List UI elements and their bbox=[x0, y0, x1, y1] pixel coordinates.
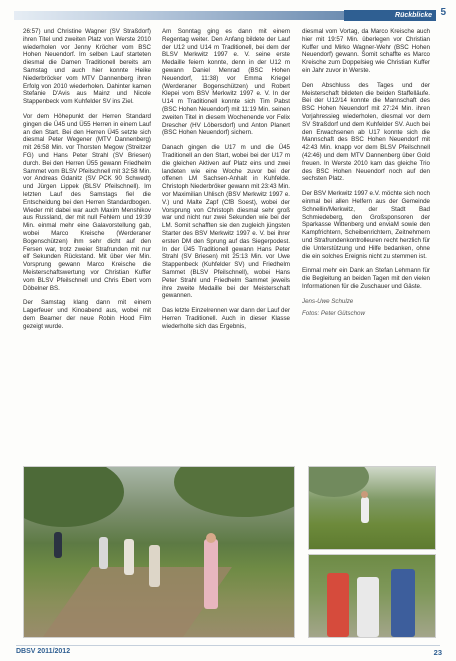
paragraph: Danach gingen die U17 m und die Ü45 Traditionell an den Start, wobei bei der U17 m die gleichen Aktiven auf Platz eins und zwei landeten wie eine Woche zuvor bei der offenen LM Sachsen-Anhalt in Kuhfelde. Christoph Niederbröker gewann mit 23:43 Min. vor Maximilian Uhlisch (BSV Merkwitz 1997 e. V.) und Malte Zapf (CfB Soest), wobei der Vorsprung von Christoph diesmal sehr groß war und nicht nur zwei Sekunden wie bei der LM. Somit schafften sie den zugleich jüngsten Starter des BSV Merkwitz 1997 e. V. bei ihrer ersten DM den Sprung auf das Siegerpodest. In der Ü45 Traditionell gewann Hans Peter Strahl (SV Briesen) mit 25:13 Min. vor Uwe Stappenbeck (Kuhfelder SV) und Friedhelm Sammet (BLSV Pfeilschnell), wobei Hans Peter Strahl und Friedhelm Sammet jeweils ihre zweite Medaille bei der Meisterschaft gewannen. bbox=[162, 144, 290, 300]
paragraph: Den Abschluss des Tages und der Meisterschaft bildeten die beiden Staffelläufe. Bei der U12/14 konnte die Mannschaft des BSC Hohen Neuendorf mit 27:24 Min. ihren Vorjahressieg wiederholen, diesmal vor dem SV Straßdorf und dem Kuhfelder SV. Auch bei den Erwachsenen ab U17 konnte sich die Mannschaft des BSC Hohen Neuendorf mit 42:43 Min. knapp vor dem BLSV Pfeilschnell (42:46) und dem MTV Dannenberg über Gold freuen. In Werste 2010 kam das gleiche Trio des BSC Hohen Neuendorf noch auf den sechsten Platz. bbox=[302, 81, 430, 183]
paragraph: Vor dem Höhepunkt der Herren Standard gingen die Ü45 und Ü55 Herren in einem Lauf an den Start. Bei den Herren Ü45 setzte sich diesmal Peter Wegener (MTV Dannenberg) mit 26:58 Min. vor Thorsten Megow (Streitzer FG) und Hans Peter Strahl (SV Briesen) durch. Bei den Herren Ü55 gewann Friedhelm Sammet vom BLSV Pfeilschnell mit 32:58 Min. vor Andreas Gdanitz (SV PCK 90 Schwedt) und Jürgen Lippek (BLSV Pfeilschnell). Im letzten Lauf des Samstags fiel die Entscheidung bei den Herren Standardbogen. Wieder mit dabei war auch Maxim Menshikov aus Russland, der mit null Fehlern und 19:39 Min. einmal mehr eine Galavorstellung gab, wobei Marco Kreische (Werderaner Bogenschützen) ihm sehr dicht auf den Fersen war, trotz zweier Strafrunden mit nur elf Sekunden Rückstand. Mit über vier Min. Vorsprung gewann Marco Kreische die Meisterschaftswertung vor Christian Kuffer vom BLSV Pfeilschnell und Chris Ebert vom Döbelner BS. bbox=[23, 112, 151, 292]
person-figure bbox=[361, 497, 369, 523]
author-name: Jens-Uwe Schulze bbox=[302, 297, 354, 305]
person-figure bbox=[99, 537, 108, 569]
paragraph: diesmal vom Vortag, da Marco Kreische auch hier mit 19:57 Min. überlegen vor Christian Kuffer und Mirko Wagner-Wehr (BSC Hohen Neuendorf) gewann. Somit schaffte es Marco Kreische zum Doppelsieg wie Christian Kuffer ein Jahr zuvor in Werste. bbox=[302, 28, 430, 74]
paragraph: 26:57) und Christine Wagner (SV Straßdorf) ihren Titel und zweiten Platz von Werste 2010 wiederholen vor Jenny Kröcher vom BSC Hohen Neuendorf. Im selben Lauf starteten diesmal die Damen Traditionell bereits am Samstag und auch hier konnte Heike Niederbröcker vom MTV Dannenberg ihren Erfolg von 2010 wiederholen. Dahinter kamen Stefanie D'Avis aus Mainz und Nicole Stappenbeck vom Kuhfelder SV ins Ziel. bbox=[23, 28, 151, 106]
header-band bbox=[14, 11, 394, 20]
tree-shape bbox=[308, 466, 369, 497]
paragraph: Der BSV Merkwitz 1997 e.V. möchte sich noch einmal bei allen Helfern aus der Gemeinde Schnellin/Merkwitz, der Stadt Bad Schmiedeberg, den Großsponsoren der Sparkasse Wittenberg und enviaM sowie den Kampfrichtern, Scheibenrichtern, Zeitnehmern und Strafrundenkontrolleuren recht herzlich für die Unterstützung und Hilfe bedanken, ohne die ein solches Ereignis nicht zu stemmen ist. bbox=[302, 190, 430, 260]
footer-page-number: 23 bbox=[433, 648, 442, 657]
dirt-path bbox=[36, 567, 232, 638]
photo-credit: Fotos: Peter Gütschow bbox=[302, 309, 365, 317]
text-column-2 bbox=[162, 28, 290, 337]
paragraph: Am Sonntag ging es dann mit einem Regentag weiter. Den Anfang bildete der Lauf der U12 und U14 m Traditionell, bei dem der BLSV Merkwitz 1997 e. V. seine erste Medaille feiern konnte, denn in der U12 m gewann Daniel Menrad (BSC Hohen Neuendorf, 11:38) vor Emma Kriegel (Werderaner Bogenschützen) und Robert Klepei vom BSV Merkwitz 1997 e. V. In der U14 m Traditionell konnte sich Tim Pabst (BSC Hohen Neuendorf) mit 11:19 Min. seinen zweiten Titel in diesem Wochenende vor Felix Drescher (HV Löbersdorf) und Anton Planert (BSC Hohen Neuendorf) sichern. bbox=[162, 28, 290, 137]
tree-shape bbox=[174, 466, 295, 517]
paragraph: Das letzte Einzelrennen war dann der Lauf der Herren Traditionell. Auch in dieser Klasse wiederholte sich das Ergebnis, bbox=[162, 307, 290, 330]
footer-divider bbox=[16, 645, 440, 646]
person-head bbox=[361, 491, 368, 498]
person-figure bbox=[357, 577, 379, 637]
person-figure bbox=[391, 569, 415, 637]
footer-publication: DBSV 2011/2012 bbox=[16, 648, 71, 655]
person-figure bbox=[204, 539, 218, 609]
tree-shape bbox=[23, 466, 124, 527]
header-bar bbox=[14, 9, 446, 22]
paragraph: Der Samstag klang dann mit einem Lagerfeuer und Kinoabend aus, wobei mit dem Beamer der neue Robin Hood Film gezeigt wurde. bbox=[23, 299, 151, 330]
photo-youth-archers bbox=[308, 554, 436, 638]
photo-archer-field bbox=[308, 466, 436, 550]
text-column-3 bbox=[302, 28, 430, 317]
person-head bbox=[206, 533, 216, 543]
person-figure bbox=[54, 532, 62, 558]
section-label: Rückblicke bbox=[344, 10, 436, 21]
page-number-top: 5 bbox=[440, 7, 446, 18]
text-column-1 bbox=[23, 28, 151, 337]
person-figure bbox=[149, 545, 160, 587]
photo-archery-range bbox=[23, 466, 295, 638]
person-figure bbox=[327, 573, 349, 637]
person-figure bbox=[124, 539, 134, 575]
paragraph: Einmal mehr ein Dank an Stefan Lehmann für die Begleitung an beiden Tagen mit den vielen Informationen für die Zuschauer und Gäste. bbox=[302, 267, 430, 290]
